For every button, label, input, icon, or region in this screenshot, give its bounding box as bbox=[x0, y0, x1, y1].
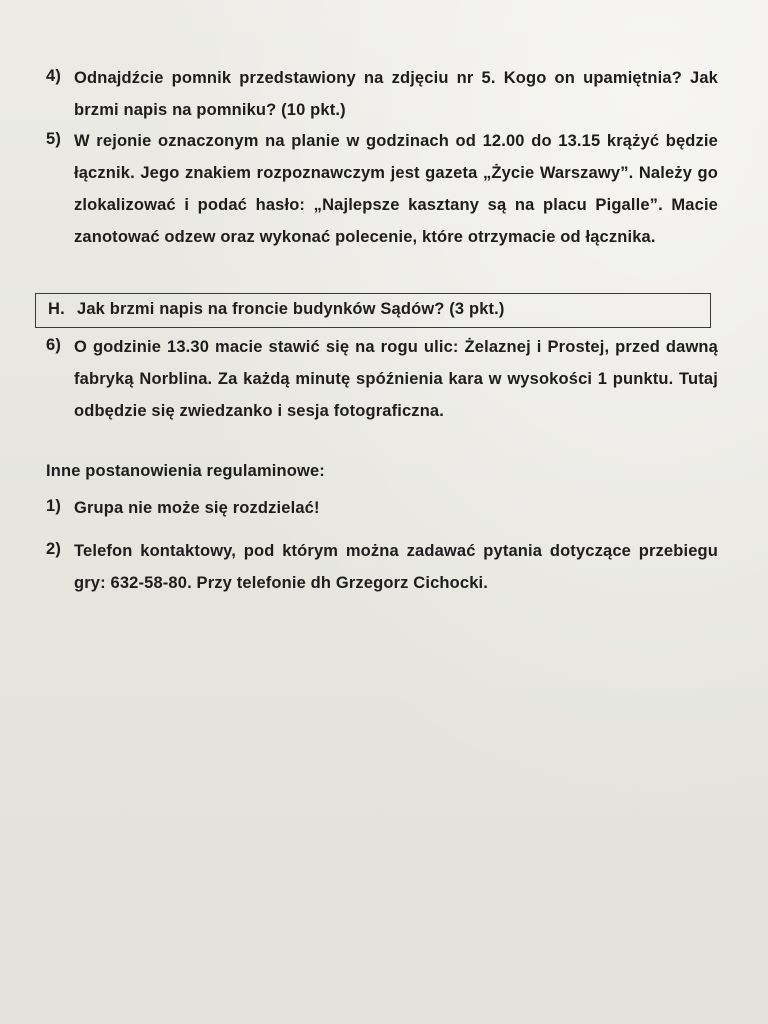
rule-number: 2) bbox=[46, 540, 61, 558]
rules-heading: Inne postanowienia regulaminowe: bbox=[46, 462, 325, 480]
rule-text: Telefon kontaktowy, pod którym można zadawać pytania dotyczące przebiegu gry: 632-58-80. Przy telefonie dh Grzegorz Cichocki. bbox=[74, 542, 718, 592]
rule-text: Grupa nie może się rozdzielać! bbox=[74, 499, 320, 517]
boxed-task bbox=[35, 293, 711, 328]
task-text: O godzinie 13.30 macie stawić się na rogu ulic: Żelaznej i Prostej, przed dawną fabryką Norblina. Za każdą minutę spóźnienia kara w wysokości 1 punktu. Tutaj odbędzie się zwiedzanko i sesja fotograficzna. bbox=[74, 338, 718, 420]
boxed-task-text: Jak brzmi napis na froncie budynków Sądów? (3 pkt.) bbox=[77, 300, 505, 318]
task-number: 5) bbox=[46, 130, 61, 148]
task-item-5 bbox=[46, 125, 718, 253]
task-item-6 bbox=[46, 331, 718, 427]
task-text: W rejonie oznaczonym na planie w godzinach od 12.00 do 13.15 krążyć będzie łącznik. Jego znakiem rozpoznawczym jest gazeta „Życie Warszawy”. Należy go zlokalizować i podać hasło: „Najlepsze kasztany są na placu Pigalle”. Macie zanotować odzew oraz wykonać polecenie, które otrzymacie od łącznika. bbox=[74, 132, 718, 246]
task-item-4 bbox=[46, 62, 718, 126]
task-text: Odnajdźcie pomnik przedstawiony na zdjęciu nr 5. Kogo on upamiętnia? Jak brzmi napis na pomniku? (10 pkt.) bbox=[74, 69, 718, 119]
rule-item-2 bbox=[46, 535, 718, 599]
boxed-task-label: H. bbox=[48, 300, 65, 318]
task-number: 6) bbox=[46, 336, 61, 354]
task-number: 4) bbox=[46, 67, 61, 85]
rule-number: 1) bbox=[46, 497, 61, 515]
rule-item-1 bbox=[46, 492, 718, 524]
